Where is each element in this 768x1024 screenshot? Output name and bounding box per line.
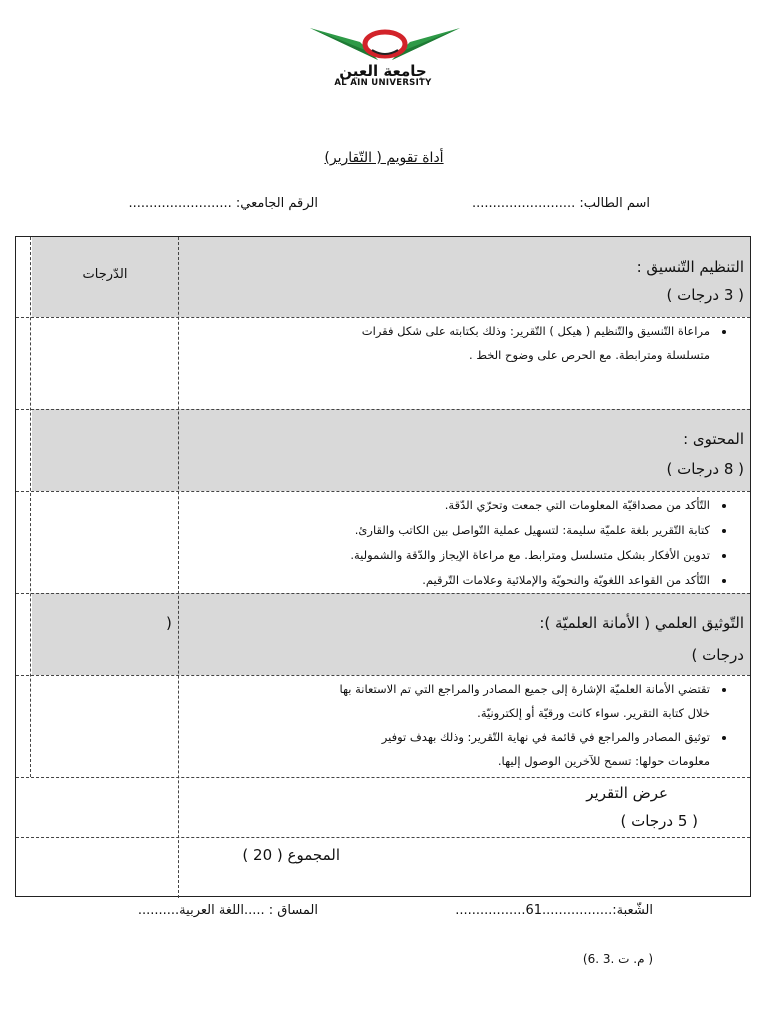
section-2-points: ( 8 درجات ) xyxy=(666,460,744,478)
total-grade-cell[interactable] xyxy=(16,839,178,895)
list-item: • تقتضي الأمانة العلميّة الإشارة إلى جميع المصادر والمراجع التي تم الاستعانة بها خلال كتابة التقرير. سواء كانت ورقيّة أو إلكترونيّة. xyxy=(172,677,712,725)
list-item: • كتابة التّقرير بلغة علميّة سليمة: لتسهيل عملية التّواصل بين الكاتب والقارئ. xyxy=(172,518,712,543)
logo-english-name: AL AIN UNIVERSITY xyxy=(334,78,432,88)
section-4-points: ( 5 درجات ) xyxy=(620,812,698,830)
section-3-title: التّوثيق العلمي ( الأمانة العلميّة ): xyxy=(539,614,744,632)
list-item: • التّأكد من مصداقيّة المعلومات التي جمعت وتحرّي الدّقة. xyxy=(172,493,712,518)
section-3-points: درجات ) xyxy=(691,646,744,664)
section-2-title: المحتوى : xyxy=(683,430,744,448)
section-2-grade-cell[interactable] xyxy=(32,493,178,591)
total-label: المجموع ( 20 ) xyxy=(242,846,340,864)
logo-arabic-name: جامعة العين xyxy=(339,62,427,80)
section-2-header-shade xyxy=(32,409,750,491)
section-1-title: التنظيم التّنسيق : xyxy=(636,258,744,276)
university-id-field[interactable]: الرقم الجامعي: ......................... xyxy=(128,196,318,211)
form-code: ( م. ت .3 .6) xyxy=(582,952,653,966)
list-item: • التّأكد من القواعد اللغويّة والنحويّة والإملائية وعلامات التّرقيم. xyxy=(172,568,712,593)
student-name-field[interactable]: اسم الطالب: ......................... xyxy=(471,196,650,211)
list-item: • مراعاة التّنسيق والتّنظيم ( هيكل ) التّقرير: وذلك بكتابته على شكل فقرات متسلسلة ومترابطة. مع الحرص على وضوح الخط . xyxy=(172,319,712,367)
section-2-criteria xyxy=(172,493,730,593)
section-4-grade-cell[interactable] xyxy=(16,779,178,835)
section-1-points: ( 3 درجات ) xyxy=(666,286,744,304)
section-4-title: عرض التقرير xyxy=(586,784,668,802)
page-title: أداة تقويم ( التّقارير) xyxy=(324,150,444,166)
grades-column-header: الدّرجات xyxy=(82,267,128,282)
section-3-paren: ( xyxy=(166,614,172,632)
course-field[interactable]: المساق : .....اللغة العربية.......... xyxy=(137,903,318,918)
section-1-criteria xyxy=(172,319,730,367)
section-number-field[interactable]: الشّعبة:.................61................. xyxy=(455,903,653,918)
section-3-criteria xyxy=(172,677,730,773)
list-item: • توثيق المصادر والمراجع في قائمة في نهاية التّقرير: وذلك بهدف توفير معلومات حولها: تسمح للآخرين الوصول إليها. xyxy=(172,725,712,773)
section-3-grade-cell[interactable] xyxy=(32,677,178,775)
list-item: • تدوين الأفكار بشكل متسلسل ومترابط. مع مراعاة الإيجاز والدّقة والشمولية. xyxy=(172,543,712,568)
evaluation-table xyxy=(15,236,751,897)
section-1-grade-cell[interactable] xyxy=(32,319,178,407)
logo-red-arc xyxy=(365,32,405,56)
